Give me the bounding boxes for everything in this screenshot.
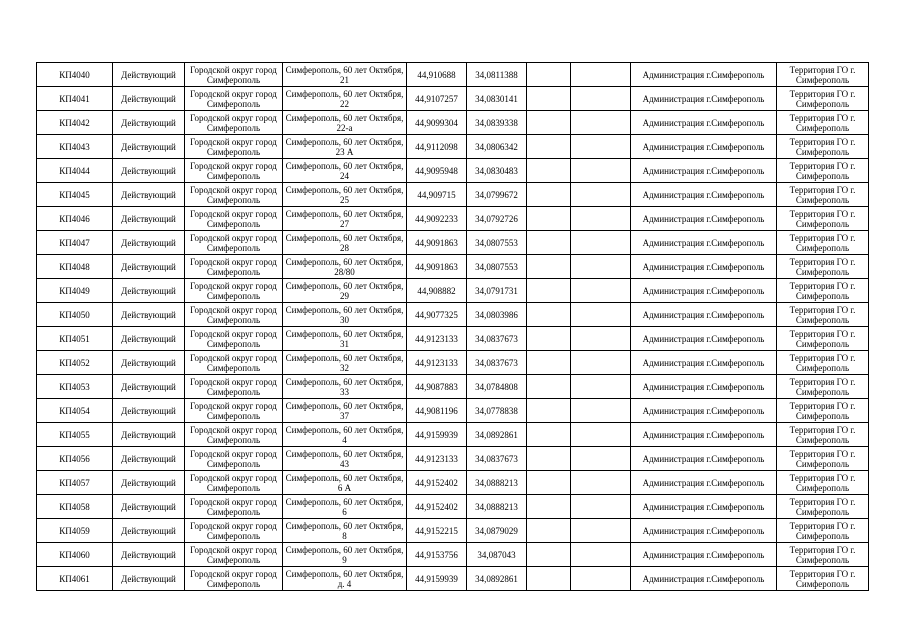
empty-cell (527, 231, 571, 255)
territory-cell: Территория ГО г. Симферополь (777, 471, 869, 495)
owner-cell: Администрация г.Симферополь (631, 423, 777, 447)
empty-cell (571, 111, 631, 135)
latitude-cell: 44,9087883 (407, 375, 467, 399)
district-cell: Городской округ город Симферополь (185, 183, 283, 207)
district-cell: Городской округ город Симферополь (185, 255, 283, 279)
district-cell: Городской округ город Симферополь (185, 423, 283, 447)
table-row (37, 135, 869, 159)
empty-cell (527, 471, 571, 495)
status-cell: Действующий (113, 399, 185, 423)
status-cell: Действующий (113, 423, 185, 447)
latitude-cell: 44,9123133 (407, 327, 467, 351)
table-row (37, 255, 869, 279)
status-cell: Действующий (113, 183, 185, 207)
status-cell: Действующий (113, 63, 185, 87)
empty-cell (571, 375, 631, 399)
status-cell: Действующий (113, 495, 185, 519)
territory-cell: Территория ГО г. Симферополь (777, 303, 869, 327)
territory-cell: Территория ГО г. Симферополь (777, 495, 869, 519)
district-cell: Городской округ город Симферополь (185, 159, 283, 183)
status-cell: Действующий (113, 159, 185, 183)
longitude-cell: 34,0806342 (467, 135, 527, 159)
district-cell: Городской округ город Симферополь (185, 87, 283, 111)
longitude-cell: 34,0807553 (467, 255, 527, 279)
empty-cell (527, 87, 571, 111)
table-row (37, 399, 869, 423)
address-cell: Симферополь, 60 лет Октября, 27 (283, 207, 407, 231)
longitude-cell: 34,0830483 (467, 159, 527, 183)
longitude-cell: 34,0837673 (467, 447, 527, 471)
registry-table (36, 62, 869, 591)
empty-cell (527, 495, 571, 519)
address-cell: Симферополь, 60 лет Октября, 28 (283, 231, 407, 255)
empty-cell (571, 303, 631, 327)
status-cell: Действующий (113, 207, 185, 231)
owner-cell: Администрация г.Симферополь (631, 63, 777, 87)
district-cell: Городской округ город Симферополь (185, 303, 283, 327)
status-cell: Действующий (113, 87, 185, 111)
status-cell: Действующий (113, 375, 185, 399)
status-cell: Действующий (113, 111, 185, 135)
address-cell: Симферополь, 60 лет Октября, 25 (283, 183, 407, 207)
owner-cell: Администрация г.Симферополь (631, 543, 777, 567)
address-cell: Симферополь, 60 лет Октября, 6 (283, 495, 407, 519)
empty-cell (571, 87, 631, 111)
district-cell: Городской округ город Симферополь (185, 327, 283, 351)
empty-cell (571, 471, 631, 495)
territory-cell: Территория ГО г. Симферополь (777, 159, 869, 183)
status-cell: Действующий (113, 255, 185, 279)
empty-cell (571, 279, 631, 303)
longitude-cell: 34,0792726 (467, 207, 527, 231)
territory-cell: Территория ГО г. Симферополь (777, 207, 869, 231)
address-cell: Симферополь, 60 лет Октября, д. 4 (283, 567, 407, 591)
owner-cell: Администрация г.Симферополь (631, 495, 777, 519)
latitude-cell: 44,9107257 (407, 87, 467, 111)
table-row (37, 327, 869, 351)
site-id-cell: КП4055 (37, 423, 113, 447)
empty-cell (571, 543, 631, 567)
territory-cell: Территория ГО г. Симферополь (777, 87, 869, 111)
site-id-cell: КП4057 (37, 471, 113, 495)
district-cell: Городской округ город Симферополь (185, 375, 283, 399)
longitude-cell: 34,0888213 (467, 471, 527, 495)
empty-cell (571, 183, 631, 207)
address-cell: Симферополь, 60 лет Октября, 43 (283, 447, 407, 471)
address-cell: Симферополь, 60 лет Октября, 31 (283, 327, 407, 351)
address-cell: Симферополь, 60 лет Октября, 23 А (283, 135, 407, 159)
latitude-cell: 44,9077325 (407, 303, 467, 327)
empty-cell (571, 447, 631, 471)
site-id-cell: КП4061 (37, 567, 113, 591)
territory-cell: Территория ГО г. Симферополь (777, 567, 869, 591)
site-id-cell: КП4060 (37, 543, 113, 567)
owner-cell: Администрация г.Симферополь (631, 519, 777, 543)
site-id-cell: КП4042 (37, 111, 113, 135)
owner-cell: Администрация г.Симферополь (631, 567, 777, 591)
latitude-cell: 44,9153756 (407, 543, 467, 567)
empty-cell (571, 495, 631, 519)
empty-cell (527, 351, 571, 375)
status-cell: Действующий (113, 279, 185, 303)
empty-cell (571, 399, 631, 423)
district-cell: Городской округ город Симферополь (185, 63, 283, 87)
latitude-cell: 44,908882 (407, 279, 467, 303)
empty-cell (571, 327, 631, 351)
territory-cell: Территория ГО г. Симферополь (777, 135, 869, 159)
district-cell: Городской округ город Симферополь (185, 279, 283, 303)
empty-cell (527, 375, 571, 399)
owner-cell: Администрация г.Симферополь (631, 375, 777, 399)
empty-cell (527, 543, 571, 567)
owner-cell: Администрация г.Симферополь (631, 327, 777, 351)
empty-cell (527, 183, 571, 207)
latitude-cell: 44,9152402 (407, 471, 467, 495)
table-row (37, 87, 869, 111)
site-id-cell: КП4041 (37, 87, 113, 111)
site-id-cell: КП4053 (37, 375, 113, 399)
status-cell: Действующий (113, 135, 185, 159)
table-row (37, 543, 869, 567)
longitude-cell: 34,0799672 (467, 183, 527, 207)
empty-cell (571, 63, 631, 87)
site-id-cell: КП4048 (37, 255, 113, 279)
longitude-cell: 34,0839338 (467, 111, 527, 135)
status-cell: Действующий (113, 303, 185, 327)
longitude-cell: 34,0879029 (467, 519, 527, 543)
table-row (37, 447, 869, 471)
table-row (37, 303, 869, 327)
owner-cell: Администрация г.Симферополь (631, 279, 777, 303)
site-id-cell: КП4049 (37, 279, 113, 303)
table-row (37, 63, 869, 87)
owner-cell: Администрация г.Симферополь (631, 183, 777, 207)
latitude-cell: 44,9092233 (407, 207, 467, 231)
owner-cell: Администрация г.Симферополь (631, 471, 777, 495)
longitude-cell: 34,0892861 (467, 423, 527, 447)
address-cell: Симферополь, 60 лет Октября, 22 (283, 87, 407, 111)
table-row (37, 567, 869, 591)
registry-rows (37, 63, 869, 591)
district-cell: Городской округ город Симферополь (185, 519, 283, 543)
territory-cell: Территория ГО г. Симферополь (777, 447, 869, 471)
table-row (37, 471, 869, 495)
owner-cell: Администрация г.Симферополь (631, 399, 777, 423)
site-id-cell: КП4045 (37, 183, 113, 207)
empty-cell (527, 567, 571, 591)
latitude-cell: 44,909715 (407, 183, 467, 207)
owner-cell: Администрация г.Симферополь (631, 111, 777, 135)
address-cell: Симферополь, 60 лет Октября, 9 (283, 543, 407, 567)
empty-cell (571, 351, 631, 375)
address-cell: Симферополь, 60 лет Октября, 24 (283, 159, 407, 183)
table-row (37, 279, 869, 303)
address-cell: Симферополь, 60 лет Октября, 33 (283, 375, 407, 399)
table-row (37, 351, 869, 375)
latitude-cell: 44,9123133 (407, 447, 467, 471)
address-cell: Симферополь, 60 лет Октября, 37 (283, 399, 407, 423)
address-cell: Симферополь, 60 лет Октября, 8 (283, 519, 407, 543)
table-row (37, 423, 869, 447)
site-id-cell: КП4059 (37, 519, 113, 543)
table-row (37, 183, 869, 207)
site-id-cell: КП4051 (37, 327, 113, 351)
empty-cell (527, 207, 571, 231)
status-cell: Действующий (113, 351, 185, 375)
latitude-cell: 44,910688 (407, 63, 467, 87)
table-row (37, 495, 869, 519)
empty-cell (527, 279, 571, 303)
site-id-cell: КП4044 (37, 159, 113, 183)
empty-cell (571, 423, 631, 447)
site-id-cell: КП4043 (37, 135, 113, 159)
latitude-cell: 44,9091863 (407, 255, 467, 279)
empty-cell (527, 447, 571, 471)
empty-cell (571, 207, 631, 231)
owner-cell: Администрация г.Симферополь (631, 255, 777, 279)
district-cell: Городской округ город Симферополь (185, 471, 283, 495)
status-cell: Действующий (113, 543, 185, 567)
status-cell: Действующий (113, 327, 185, 351)
status-cell: Действующий (113, 231, 185, 255)
territory-cell: Территория ГО г. Симферополь (777, 231, 869, 255)
owner-cell: Администрация г.Симферополь (631, 303, 777, 327)
empty-cell (571, 231, 631, 255)
empty-cell (571, 567, 631, 591)
longitude-cell: 34,0837673 (467, 327, 527, 351)
address-cell: Симферополь, 60 лет Октября, 28/80 (283, 255, 407, 279)
latitude-cell: 44,9112098 (407, 135, 467, 159)
territory-cell: Территория ГО г. Симферополь (777, 327, 869, 351)
longitude-cell: 34,0778838 (467, 399, 527, 423)
longitude-cell: 34,0888213 (467, 495, 527, 519)
territory-cell: Территория ГО г. Симферополь (777, 255, 869, 279)
empty-cell (571, 255, 631, 279)
district-cell: Городской округ город Симферополь (185, 447, 283, 471)
latitude-cell: 44,9159939 (407, 423, 467, 447)
empty-cell (571, 135, 631, 159)
empty-cell (527, 111, 571, 135)
table-row (37, 231, 869, 255)
site-id-cell: КП4054 (37, 399, 113, 423)
site-id-cell: КП4050 (37, 303, 113, 327)
latitude-cell: 44,9091863 (407, 231, 467, 255)
empty-cell (527, 423, 571, 447)
address-cell: Симферополь, 60 лет Октября, 21 (283, 63, 407, 87)
table-row (37, 375, 869, 399)
empty-cell (527, 327, 571, 351)
territory-cell: Территория ГО г. Симферополь (777, 351, 869, 375)
longitude-cell: 34,0784808 (467, 375, 527, 399)
longitude-cell: 34,0811388 (467, 63, 527, 87)
district-cell: Городской округ город Симферополь (185, 351, 283, 375)
district-cell: Городской округ город Симферополь (185, 207, 283, 231)
district-cell: Городской округ город Симферополь (185, 399, 283, 423)
address-cell: Симферополь, 60 лет Октября, 32 (283, 351, 407, 375)
territory-cell: Территория ГО г. Симферополь (777, 279, 869, 303)
latitude-cell: 44,9095948 (407, 159, 467, 183)
table-row (37, 207, 869, 231)
territory-cell: Территория ГО г. Симферополь (777, 519, 869, 543)
owner-cell: Администрация г.Симферополь (631, 207, 777, 231)
longitude-cell: 34,0892861 (467, 567, 527, 591)
site-id-cell: КП4040 (37, 63, 113, 87)
empty-cell (571, 159, 631, 183)
empty-cell (527, 519, 571, 543)
table-row (37, 159, 869, 183)
district-cell: Городской округ город Симферополь (185, 135, 283, 159)
site-id-cell: КП4047 (37, 231, 113, 255)
latitude-cell: 44,9123133 (407, 351, 467, 375)
district-cell: Городской округ город Симферополь (185, 111, 283, 135)
longitude-cell: 34,0837673 (467, 351, 527, 375)
address-cell: Симферополь, 60 лет Октября, 29 (283, 279, 407, 303)
empty-cell (527, 63, 571, 87)
territory-cell: Территория ГО г. Симферополь (777, 399, 869, 423)
territory-cell: Территория ГО г. Симферополь (777, 183, 869, 207)
owner-cell: Администрация г.Симферополь (631, 231, 777, 255)
owner-cell: Администрация г.Симферополь (631, 447, 777, 471)
longitude-cell: 34,0830141 (467, 87, 527, 111)
empty-cell (571, 519, 631, 543)
address-cell: Симферополь, 60 лет Октября, 22-а (283, 111, 407, 135)
empty-cell (527, 255, 571, 279)
owner-cell: Администрация г.Симферополь (631, 351, 777, 375)
status-cell: Действующий (113, 471, 185, 495)
empty-cell (527, 135, 571, 159)
longitude-cell: 34,0807553 (467, 231, 527, 255)
site-id-cell: КП4058 (37, 495, 113, 519)
table-row (37, 519, 869, 543)
address-cell: Симферополь, 60 лет Октября, 30 (283, 303, 407, 327)
empty-cell (527, 303, 571, 327)
latitude-cell: 44,9099304 (407, 111, 467, 135)
latitude-cell: 44,9081196 (407, 399, 467, 423)
status-cell: Действующий (113, 447, 185, 471)
territory-cell: Территория ГО г. Симферополь (777, 543, 869, 567)
empty-cell (527, 399, 571, 423)
status-cell: Действующий (113, 567, 185, 591)
address-cell: Симферополь, 60 лет Октября, 6 А (283, 471, 407, 495)
owner-cell: Администрация г.Симферополь (631, 159, 777, 183)
site-id-cell: КП4046 (37, 207, 113, 231)
site-id-cell: КП4052 (37, 351, 113, 375)
district-cell: Городской округ город Симферополь (185, 543, 283, 567)
territory-cell: Территория ГО г. Симферополь (777, 111, 869, 135)
territory-cell: Территория ГО г. Симферополь (777, 423, 869, 447)
owner-cell: Администрация г.Симферополь (631, 87, 777, 111)
territory-cell: Территория ГО г. Симферополь (777, 63, 869, 87)
longitude-cell: 34,0791731 (467, 279, 527, 303)
district-cell: Городской округ город Симферополь (185, 495, 283, 519)
address-cell: Симферополь, 60 лет Октября, 4 (283, 423, 407, 447)
longitude-cell: 34,087043 (467, 543, 527, 567)
status-cell: Действующий (113, 519, 185, 543)
owner-cell: Администрация г.Симферополь (631, 135, 777, 159)
district-cell: Городской округ город Симферополь (185, 231, 283, 255)
empty-cell (527, 159, 571, 183)
territory-cell: Территория ГО г. Симферополь (777, 375, 869, 399)
latitude-cell: 44,9152215 (407, 519, 467, 543)
longitude-cell: 34,0803986 (467, 303, 527, 327)
table-row (37, 111, 869, 135)
site-id-cell: КП4056 (37, 447, 113, 471)
latitude-cell: 44,9159939 (407, 567, 467, 591)
district-cell: Городской округ город Симферополь (185, 567, 283, 591)
latitude-cell: 44,9152402 (407, 495, 467, 519)
